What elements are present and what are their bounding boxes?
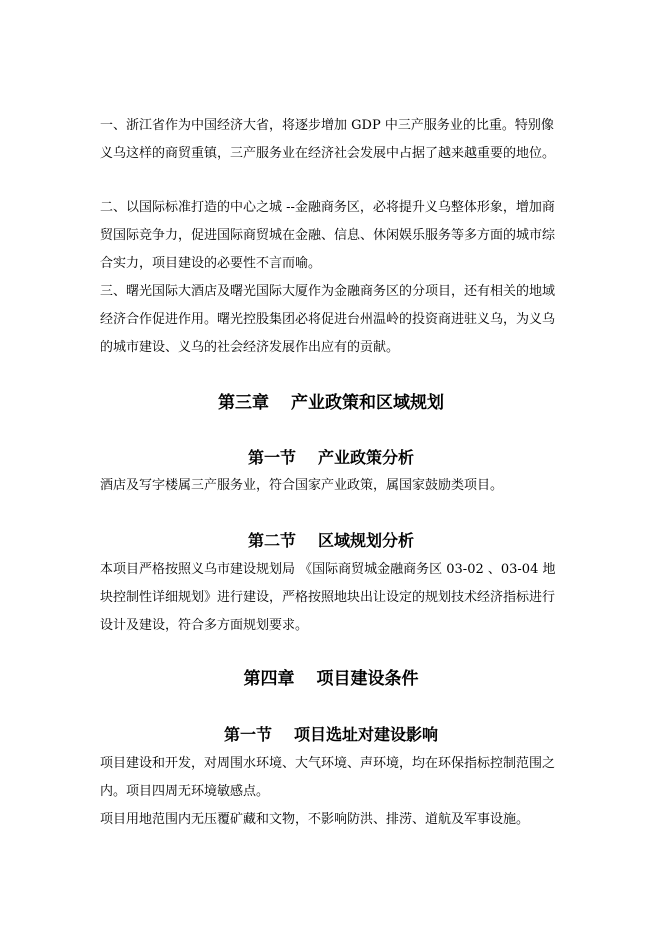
chapter-4-heading (0, 667, 662, 691)
section-3-2-title: 区域规划分析 (318, 531, 415, 550)
paragraph-1: 一、浙江省作为中国经济大省，将逐步增加 GDP 中三产服务业的比重。特别像义乌这样的商贸重镇，三产服务业在经济社会发展中占据了越来越重要的地位。 (100, 118, 556, 161)
section-3-1-heading (0, 446, 662, 470)
chapter-4-title: 项目建设条件 (316, 669, 419, 689)
section-3-1-title: 产业政策分析 (318, 448, 415, 467)
paragraph-3: 三、曙光国际大酒店及曙光国际大厦作为金融商务区的分项目，还有相关的地域经济合作促进作用。曙光控股集团必将促进台州温岭的投资商进驻义乌，为义乌的城市建设、义乌的社会经济发展作出应有的贡献。 (100, 284, 556, 355)
chapter-3-heading (0, 391, 662, 415)
section-3-2-number: 第二节 (247, 531, 296, 550)
paragraph-6: 项目建设和开发，对周围水环境、大气环境、声环境，均在环保指标控制范围之内。项目四周无环境敏感点。 (100, 756, 556, 799)
chapter-4-number: 第四章 (243, 669, 295, 689)
section-3-2-heading (0, 529, 662, 553)
section-4-1-number: 第一节 (223, 725, 272, 744)
paragraph-5: 本项目严格按照义乌市建设规划局 《国际商贸城金融商务区 03-02 、03-04 地块控制性详细规划》进行建设，严格按照地块出让设定的规划技术经济指标进行设计及建设，符合多方面规划要求。 (100, 562, 556, 633)
section-3-1-number: 第一节 (247, 448, 296, 467)
chapter-3-title: 产业政策和区域规划 (291, 393, 444, 413)
section-4-1-title: 项目选址对建设影响 (294, 725, 439, 744)
paragraph-2: 二、以国际标准打造的中心之城 --金融商务区，必将提升义乌整体形象，增加商贸国际竞争力，促进国际商贸城在金融、信息、休闲娱乐服务等多方面的城市综合实力，项目建设的必要性不言而喻。 (100, 200, 556, 271)
paragraph-7: 项目用地范围内无压覆矿藏和文物，不影响防洪、排涝、道航及军事设施。 (100, 812, 530, 827)
paragraph-4: 酒店及写字楼属三产服务业，符合国家产业政策，属国家鼓励类项目。 (100, 478, 504, 493)
chapter-3-number: 第三章 (218, 393, 269, 413)
section-4-1-heading (0, 723, 662, 747)
